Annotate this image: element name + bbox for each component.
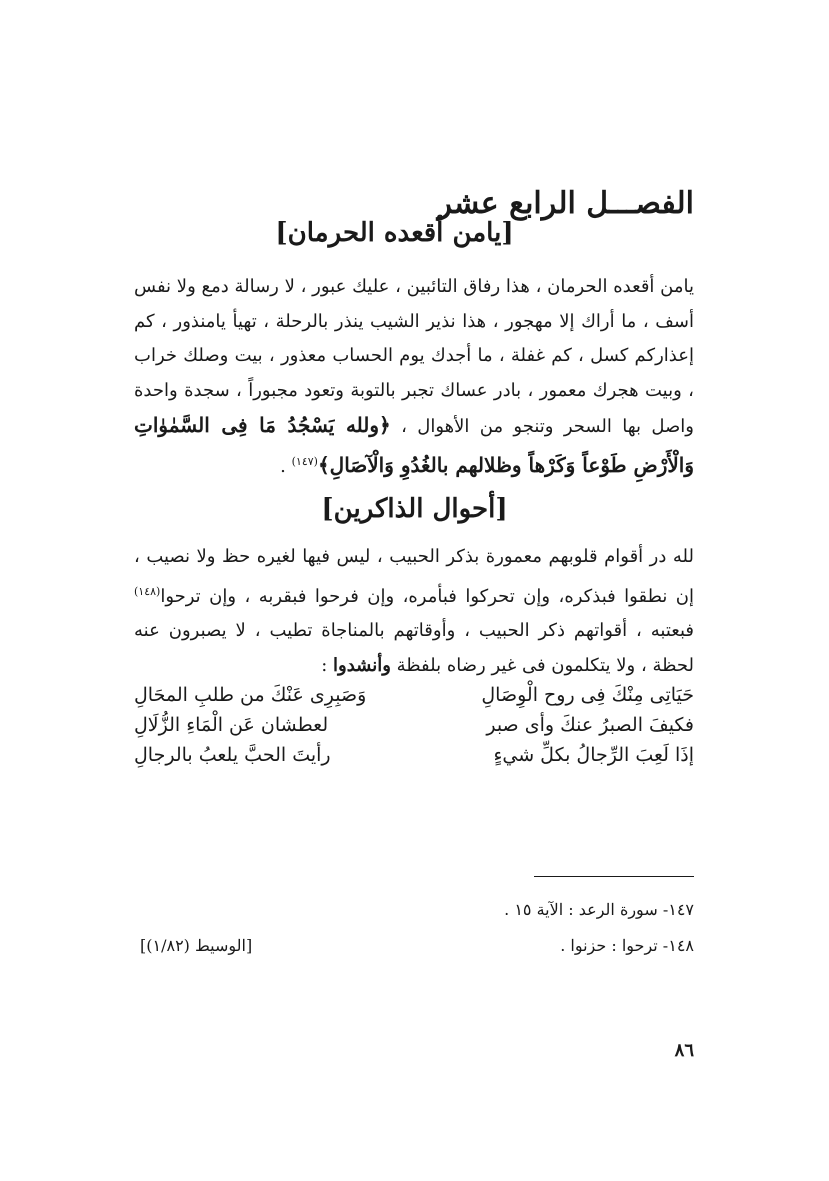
section-2-bold: وأنشدوا [333,654,391,676]
section-2-end: : [321,654,333,676]
source-reference: [الوسيط (١/٨٢)] [140,936,253,955]
verse-first-hemistich: فكيفَ الصبرُ عنكَ وأى صبر [486,714,694,736]
verse-second-hemistich: وَصَبِرِى عَنْكَ من طلبِ المحَالِ [134,684,367,706]
chapter-title: الفصـــل الرابع عشر [437,186,694,221]
section-1-end: . [280,455,292,477]
poem-verse [134,740,694,770]
section-1-text: يامن أقعده الحرمان ، هذا رفاق التائبين ، عليك عبور ، لا رسالة دمع ولا نفس أسف ، ما أراك إلا مهجور ، هذا نذير الشيب ينذر بالرحلة ، تهيأ يامنذور ، كم إعذاركم كسل ، كم غفلة ، ما أجدك يوم الحساب معذور ، بيت وصلك خراب ، وبيت هجرك معمور ، بادر عساك تجبر بالتوبة وتعود مجبوراً ، سجدة واحدة واصل بها السحر وتنجو من الأهوال ، [134,276,695,437]
section-2-text-2: فبعتبه ، أقواتهم ذكر الحبيب ، وأوقاتهم بالمناجاة تطيب ، لا يصبرون عنه لحظة ، ولا يتكلمون فى غير رضاه بلفظة [134,620,694,676]
verse-first-hemistich: إذَا لَعِبَ الرِّجالُ بكلِّ شيءٍ [493,744,694,766]
page-number: ٨٦ [674,1040,694,1061]
section-2-paragraph [134,540,694,683]
footnote-divider [534,876,694,877]
section-title-1: [يامن أقعده الحرمان] [275,218,514,248]
footnote-148: ١٤٨- ترحوا : حزنوا . [560,936,694,955]
footnote-ref-147: (١٤٧) [291,454,318,468]
poem-verse [134,710,694,740]
verse-first-hemistich: حَيَاتِى مِنْكَ فِى روح الْوِصَالِ [481,684,694,706]
footnote-147: ١٤٧- سورة الرعد : الآية ١٥ . [504,900,694,919]
poem-verse [134,680,694,710]
poem [134,680,694,770]
section-2-text-1: لله در أقوام قلوبهم معمورة بذكر الحبيب ، ليس فيها لغيره حظ ولا نصيب ، إن نطقوا فبذكره، وإن تحركوا فبأمره، وإن فرحوا فبقربه ، وإن ترحوا [134,546,694,607]
verse-second-hemistich: رأيتَ الحبَّ يلعبُ بالرجالِ [134,744,331,766]
section-title-2: [أحوال الذاكرين] [321,494,508,524]
footnote-ref-148: (١٤٨) [134,584,161,598]
section-1-paragraph [134,270,694,484]
verse-second-hemistich: لعطشان عَن الْمَاءِ الزُّلَالِ [134,714,329,736]
quran-verse: ﴿ولله يَسْجُدُ مَا فِى السَّمٰوٰاتِ وَالْأَرْضِ طَوْعاً وَكَرْهاً وظلالهم بالغُدُوِ وَالْآصَالِ﴾ [134,413,694,477]
